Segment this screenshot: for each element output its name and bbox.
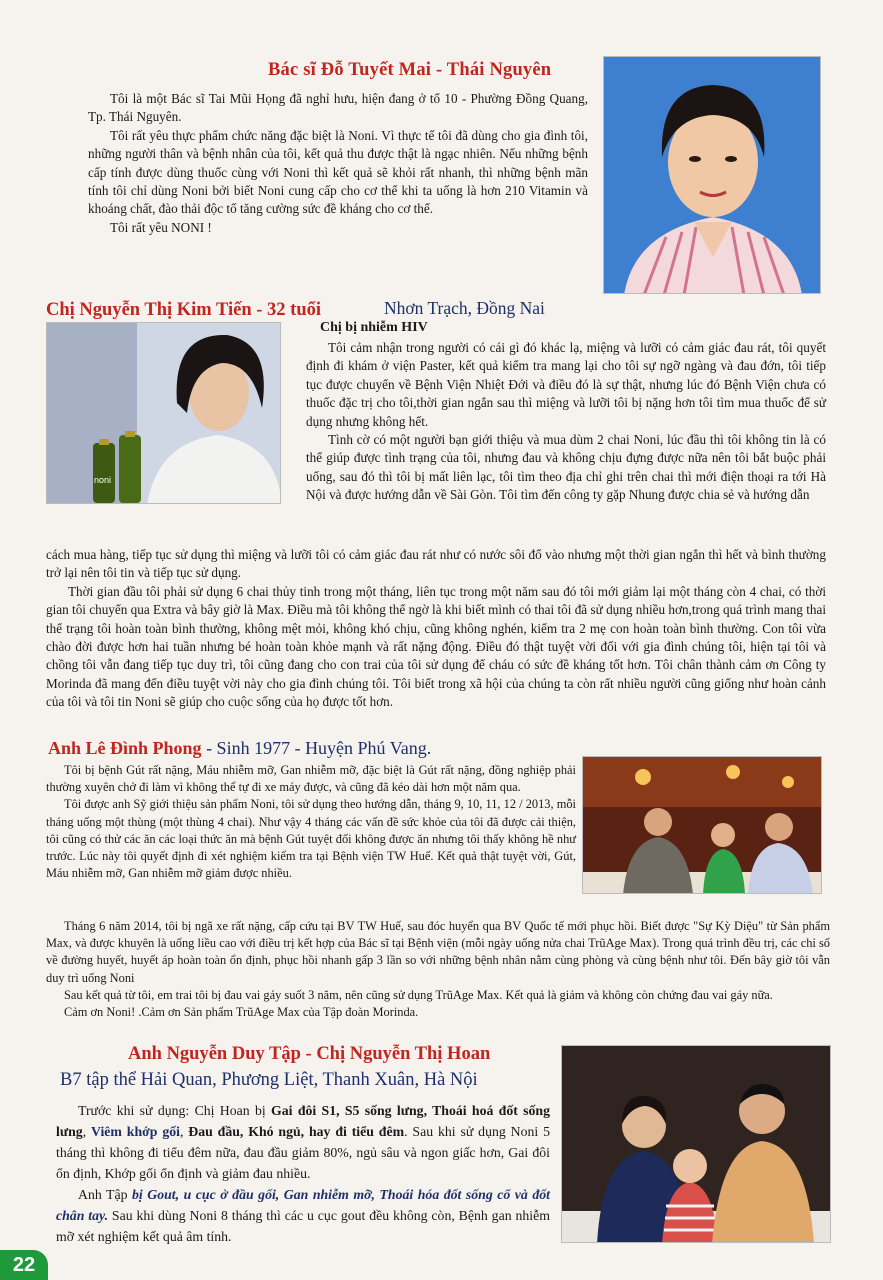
section4-p1 [56,1100,550,1184]
portrait-photo-doctor [603,56,821,294]
section2-title: Chị Nguyễn Thị Kim Tiến - 32 tuổi [46,300,321,320]
section4-p1-b: Gai đôi S1, S5 sống lưng, Thoái hoá đốt sống lưng [56,1103,550,1139]
section4-p1-c: , [82,1124,92,1139]
section3-p1: Tôi bị bệnh Gút rất nặng, Máu nhiễm mỡ, Gan nhiễm mỡ, đặc biệt là Gút rất nặng, đồng nghiệp phải thường xuyên chở đi làm vì không thể tự đi xe máy được, và cũng đã kéo dài hơn một năm qua. [46,763,576,795]
section3-title-name: Anh Lê Đình Phong [48,738,202,758]
section2-location: Nhơn Trạch, Đồng Nai [384,298,545,318]
section2-body-right [306,339,826,505]
section1-p1: Tôi là một Bác sĩ Tai Mũi Họng đã nghỉ hưu, hiện đang ở tổ 10 - Phường Đồng Quang, Tp. Thái Nguyên. [88,91,588,125]
section1-p2: Tôi rất yêu thực phẩm chức năng đặc biệt là Noni. Vì thực tế tôi đã dùng cho gia đình tôi, những người thân và bệnh nhân của tôi, kết quả thu được thật là ngạc nhiên. Nếu những bệnh cấp tính được dùng thuốc cùng với Noni thì kết quả sẽ khỏi rất nhanh, thì những bệnh mãn tính tôi chỉ dùng Noni bởi biết Noni cung cấp cho cơ thể khi ta uống là hơn 210 Vitamin và khoáng chất, đào thải độc tố tăng cường sức đề kháng cho cơ thể. [88,127,588,217]
section3-p3: Tháng 6 năm 2014, tôi bị ngã xe rất nặng, cấp cứu tại BV TW Huế, sau đóc huyển qua BV Quốc tế mới phục hồi. Biết được "Sự Kỳ Diệu" từ Sản phẩm Max, và được khuyên là uống liều cao với điều trị kết hợp của Bác sĩ tại Bệnh viện (mỗi ngày uống nửa chai TrũAge Max). Trong quá trình đều trị, các chỉ số về đường huyết, huyết áp hoàn toàn ổn định, phục hồi nhanh gấp 3 lần so với những bệnh nhân nằm cùng phòng và cùng bệnh như tôi. Đến bây giờ tôi vẫn duy trì uống Noni [46,919,830,985]
section3-body-left [46,762,576,882]
section4-p2-b: bị Gout, u cục ở đầu gối, Gan nhiễm mỡ, Thoái hóa đốt sống cổ và đốt chân tay. [56,1187,550,1223]
woman-illustration [47,323,281,504]
section2-body-full [46,546,826,712]
section4-p1-g: . Sau khi sử dụng Noni 5 tháng thì không đi tiểu đêm nữa, đau đầu giảm 80%, ngủ sâu và ngon giấc hơn, Gai đôi ổn định, Khớp gối ổn định và giảm đau nhiều. [56,1124,550,1181]
section3-title-rest: - Sinh 1977 - Huyện Phú Vang. [201,738,432,758]
photo-couple-with-child [561,1045,831,1243]
section4-p2 [56,1184,550,1247]
section4-p1-d: Viêm khớp gối [91,1124,180,1139]
page-number: 22 [12,1253,36,1276]
section2-p1: Tôi cảm nhận trong người có cái gì đó khác lạ, miệng và lưỡi có cảm giác đau rát, tôi quyết định đi khám ở viện Paster, kết quả kiểm tra mang lại cho tôi sự ngỡ ngàng và đau đớn, tôi tiếp tục được chuyển về Bệnh Viện Nhiệt Đới và điều đó là sự thật, nhưng lúc đó Bệnh Viện chưa có thuốc đặc trị cho tôi,thời gian ngắn sau thì miệng và lưỡi tôi bị nặng hơn tôi tìm mua thuốc để sử dụng nhưng không hết. [306,340,826,429]
section2-subtitle: Chị bị nhiễm HIV [320,320,428,335]
section1-title: Bác sĩ Đỗ Tuyết Mai - Thái Nguyên [268,60,552,80]
section1-p3: Tôi rất yêu NONI ! [110,219,212,235]
section4-p2-a: Anh Tập [78,1187,133,1202]
group-photo-illustration [583,757,822,894]
section3-body-full [46,918,830,1021]
section4-p1-a: Trước khi sử dụng: Chị Hoan bị [78,1103,272,1118]
section3-title [48,738,431,759]
section2-p3: Thời gian đầu tôi phải sử dụng 6 chai thủy tinh trong một tháng, liên tục trong một năm sau đó tôi mới giảm lại một tháng còn 4 chai, có thời gian tôi chuyển qua Extra và bây giờ là Max. Điều mà tôi không thể ngờ là khi biết mình có thai tôi đã sử dụng nhiều hơn,trong quá trình mang thai thể trạng tôi hoàn toàn bình thường, không mệt mỏi, không khó chịu, cũng không nghén, kiểm tra 2 mẹ con hoàn toàn bình thường. Con tôi vừa chào đời được hơn hai tuần nhưng bé hoàn toàn khỏe mạnh và rất nặng động. Điều đó thật tuyệt vời đối với gia đình chúng tôi, hiện tại tôi và chồng tôi vẫn đang tiếp tục duy trì, tôi cũng đang cho con trai của tôi sử dụng để cháu có sức đề kháng tốt hơn. Tôi chân thành cảm ơn Công ty Morinda đã mang đến điều tuyệt vời này cho gia đình chúng tôi. Tôi biết trong xã hội của chúng ta còn rất nhiều người cũng giống như hoàn cảnh của tôi và tôi tin Noni sẽ giúp cho cuộc sống của họ được tốt hơn. [46,583,826,710]
section4-p1-e: , [179,1124,189,1139]
section3-p4: Sau kết quả từ tôi, em trai tôi bị đau vai gáy suốt 3 năm, nên cũng sử dụng TrũAge Max. Kết quả là giảm và không còn chứng đau vai gáy nữa. [64,987,773,1002]
section3-p5: Cảm ơn Noni! .Cảm ơn Sản phẩm TrũAge Max của Tập đoàn Morinda. [64,1005,419,1020]
portrait-illustration [604,57,821,294]
bottle-brand-label: noni [94,475,112,485]
page-number-badge [0,1250,48,1280]
family-photo-illustration [562,1046,831,1243]
section4-p1-f: Đau đầu, Khó ngủ, hay đi tiểu đêm [188,1124,405,1139]
section4-body [56,1100,550,1247]
section4-p2-c: Sau khi dùng Noni 8 tháng thì các u cục gout đều không còn, Bệnh gan nhiễm mỡ xét nghiệm kết quả âm tính. [56,1208,550,1244]
section4-address: B7 tập thể Hải Quan, Phương Liệt, Thanh Xuân, Hà Nội [60,1070,478,1090]
section2-p2b: cách mua hàng, tiếp tục sử dụng thì miệng và lưỡi tôi có cảm giác đau rát như có nước sôi đổ vào nhưng một thời gian ngắn thì hết và bình thường trở lại nên tôi tin và tiếp tục sử dụng. [46,547,826,581]
photo-woman-with-noni [46,322,281,504]
section2-p2a: Tình cờ có một người bạn giới thiệu và mua dùm 2 chai Noni, lúc đầu thì tôi không tin là có thể giúp được tình trạng của tôi, nhưng đau và không chịu đựng được nữa nên tôi bắt buộc phải uống, sau đó thì tôi bị mất liên lạc, tôi tìm theo địa chỉ ghi trên chai thì mới điện thoại ra tới Hà Nội và được hướng dẫn về Sài Gòn. Tôi tìm đến công ty gặp Nhung được chia sẻ và hướng dẫn [306,432,826,503]
section4-title: Anh Nguyễn Duy Tập - Chị Nguyễn Thị Hoan [128,1044,491,1064]
photo-group-dinner [582,756,822,894]
section1-body [88,90,588,237]
section3-p2: Tôi được anh Sỹ giới thiệu sản phẩm Noni, tôi sử dụng theo hướng dẫn, tháng 9, 10, 11, 12 / 2013, mỗi tháng uống một thùng (một thùng 4 chai). Như vậy 4 tháng các vấn đề sức khỏe của tôi đã được cải thiện, tôi cũng có thử các ăn các loại thức ăn mà bệnh Gút tuyệt đối không được ăn nhưng tôi thấy không hề như trước. Lúc này tôi quyết định đi xét nghiệm kiểm tra tại Bệnh viện TW Huế. Kết quả thật tuyệt vời, Gút, Máu nhiễm mỡ, Gan nhiễm mỡ giảm được nhiều. [46,797,576,881]
